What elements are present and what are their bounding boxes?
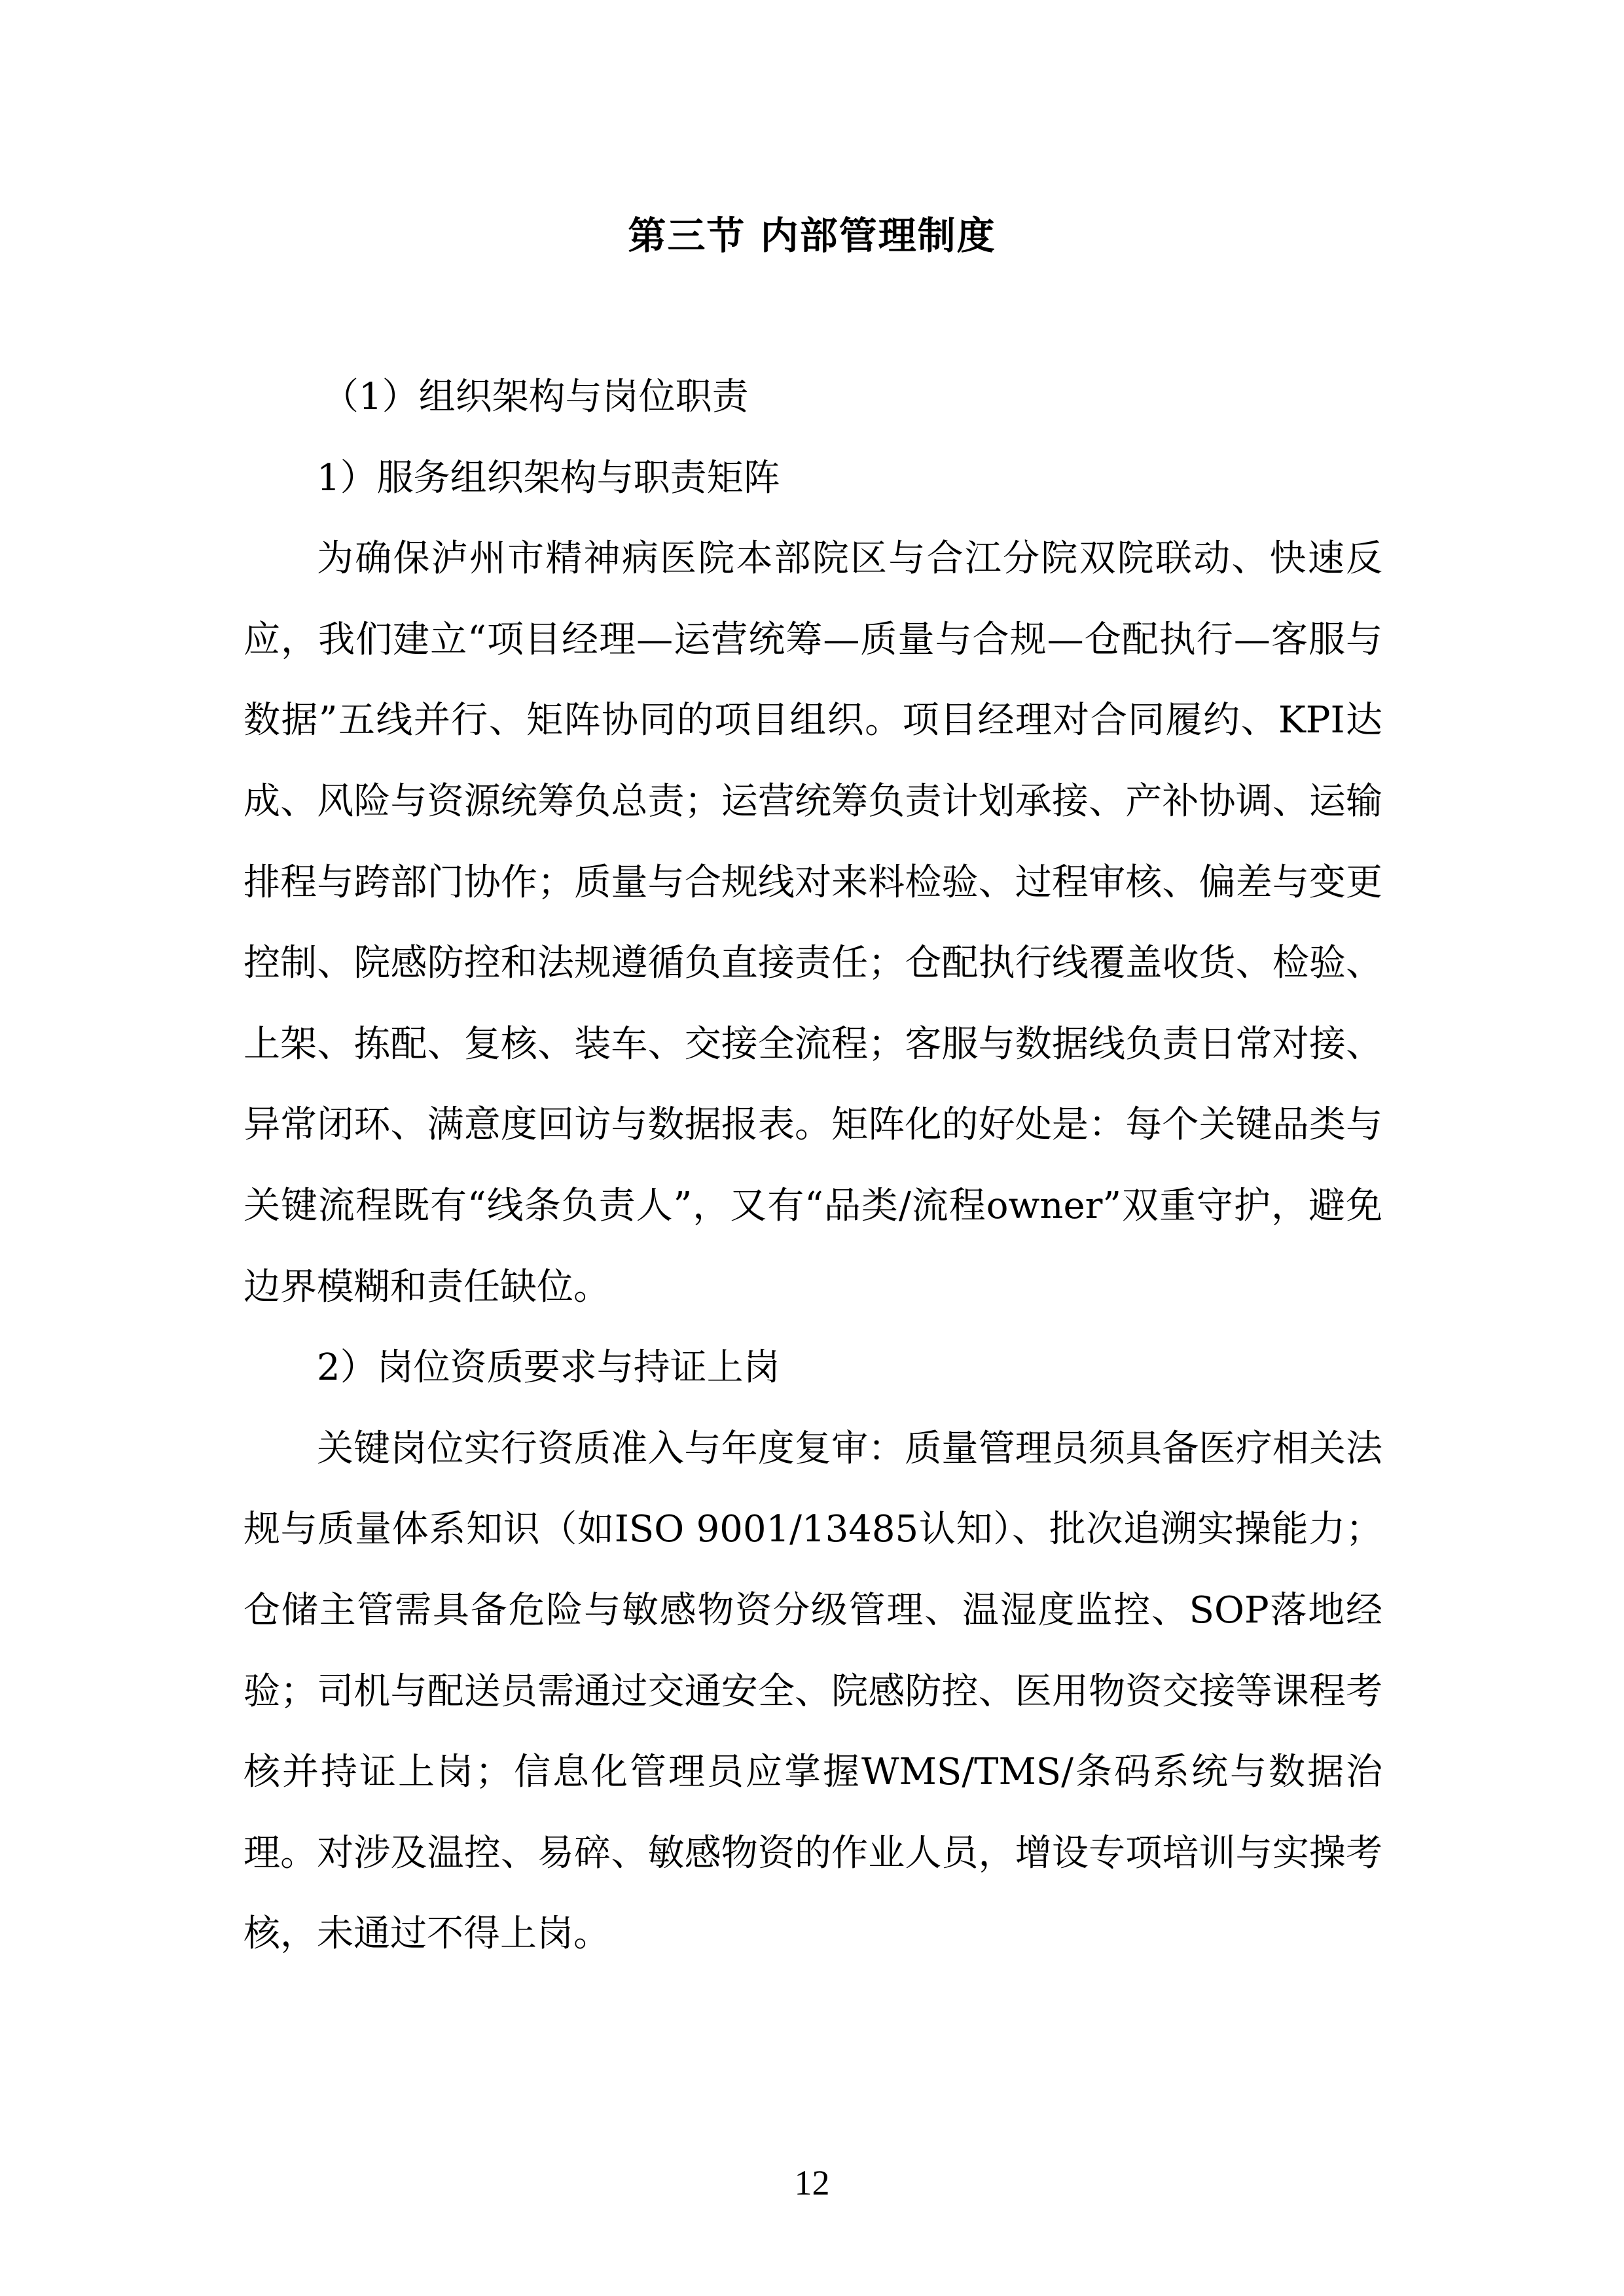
paragraph-qualification: 关键岗位实行资质准入与年度复审：质量管理员须具备医疗相关法规与质量体系知识（如ISO 9001/13485认知）、批次追溯实操能力；仓储主管需具备危险与敏感物资分级管理、温湿度监控、SOP落地经验；司机与配送员需通过交通安全、院感防控、医用物资交接等课程考核并持证上岗；信息化管理员应掌握WMS/TMS/条码系统与数据治理。对涉及温控、易碎、敏感物资的作业人员，增设专项培训与实操考核，未通过不得上岗。 — [244, 1427, 1382, 1956]
document-body — [244, 357, 1382, 1975]
heading-organization-structure: （1）组织架构与岗位职责 — [322, 376, 749, 418]
page-number: 12 — [794, 2163, 830, 2202]
paragraph-service-structure: 为确保泸州市精神病医院本部院区与合江分院双院联动、快速反应，我们建立“项目经理—运营统筹—质量与合规—仓配执行—客服与数据”五线并行、矩阵协同的项目组织。项目经理对合同履约、KPI达成、风险与资源统筹负总责；运营统筹负责计划承接、产补协调、运输排程与跨部门协作；质量与合规线对来料检验、过程审核、偏差与变更控制、院感防控和法规遵循负直接责任；仓配执行线覆盖收货、检验、上架、拣配、复核、装车、交接全流程；客服与数据线负责日常对接、异常闭环、满意度回访与数据报表。矩阵化的好处是：每个关键品类与关键流程既有“线条负责人”，又有“品类/流程owner”双重守护，避免边界模糊和责任缺位。 — [244, 537, 1382, 1308]
subheading-service-structure: 1）服务组织架构与职责矩阵 — [317, 456, 780, 499]
section-title: 第三节 内部管理制度 — [628, 213, 996, 258]
subheading-qualification: 2）岗位资质要求与持证上岗 — [317, 1346, 780, 1390]
